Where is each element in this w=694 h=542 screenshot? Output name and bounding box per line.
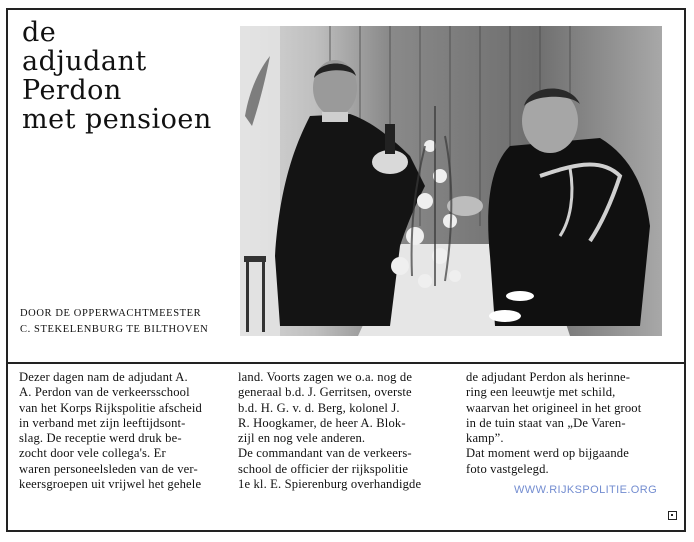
text-line: A. Perdon van de verkeersschool bbox=[19, 385, 190, 400]
text-line: zocht door vele collega's. Er bbox=[19, 446, 166, 461]
text-line: keersgroepen uit vrijwel het gehele bbox=[19, 477, 202, 492]
text-column-3 bbox=[466, 370, 662, 477]
text-line: 1e kl. E. Spierenburg overhandigde bbox=[238, 477, 422, 492]
text-column-2 bbox=[238, 370, 450, 492]
text-line: school de officier der rijkspolitie bbox=[238, 461, 409, 476]
byline-line: C. STEKELENBURG TE BILTHOVEN bbox=[20, 324, 209, 335]
title-line: met pensioen bbox=[22, 104, 212, 135]
text-line: kamp”. bbox=[466, 431, 504, 446]
text-line: land. Voorts zagen we o.a. nog de bbox=[238, 370, 413, 384]
section-divider bbox=[6, 362, 686, 364]
text-line: R. Hoogkamer, de heer A. Blok- bbox=[238, 415, 406, 430]
text-line: b.d. H. G. v. d. Berg, kolonel J. bbox=[238, 400, 400, 415]
title-line: de bbox=[22, 17, 57, 48]
byline bbox=[20, 306, 240, 338]
text-line: in de tuin staat van „De Varen- bbox=[466, 415, 626, 430]
text-line: foto vastgelegd. bbox=[466, 461, 549, 476]
text-line: Dezer dagen nam de adjudant A. bbox=[19, 370, 188, 384]
text-line: zijl en nog vele anderen. bbox=[238, 431, 366, 446]
text-line: van het Korps Rijkspolitie afscheid bbox=[19, 400, 202, 415]
text-line: waren personeelsleden van de ver- bbox=[19, 461, 198, 476]
watermark: WWW.RIJKSPOLITIE.ORG bbox=[514, 484, 658, 496]
text-line: slag. De receptie werd druk be- bbox=[19, 431, 182, 446]
article-title bbox=[22, 18, 232, 134]
text-line: in verband met zijn leeftijdsont- bbox=[19, 415, 186, 430]
text-line: waarvan het origineel in het groot bbox=[466, 400, 642, 415]
article-photo bbox=[240, 26, 662, 336]
end-of-article-icon bbox=[668, 511, 677, 520]
text-line: De commandant van de verkeers- bbox=[238, 446, 412, 461]
title-line: adjudant bbox=[22, 46, 147, 77]
text-line: generaal b.d. J. Gerritsen, overste bbox=[238, 385, 412, 400]
text-line: ring een leeuwtje met schild, bbox=[466, 385, 616, 400]
text-column-1 bbox=[19, 370, 227, 492]
text-line: de adjudant Perdon als herinne- bbox=[466, 370, 631, 384]
byline-line: DOOR DE OPPERWACHTMEESTER bbox=[20, 308, 202, 319]
title-line: Perdon bbox=[22, 75, 122, 106]
text-line: Dat moment werd op bijgaande bbox=[466, 446, 629, 461]
